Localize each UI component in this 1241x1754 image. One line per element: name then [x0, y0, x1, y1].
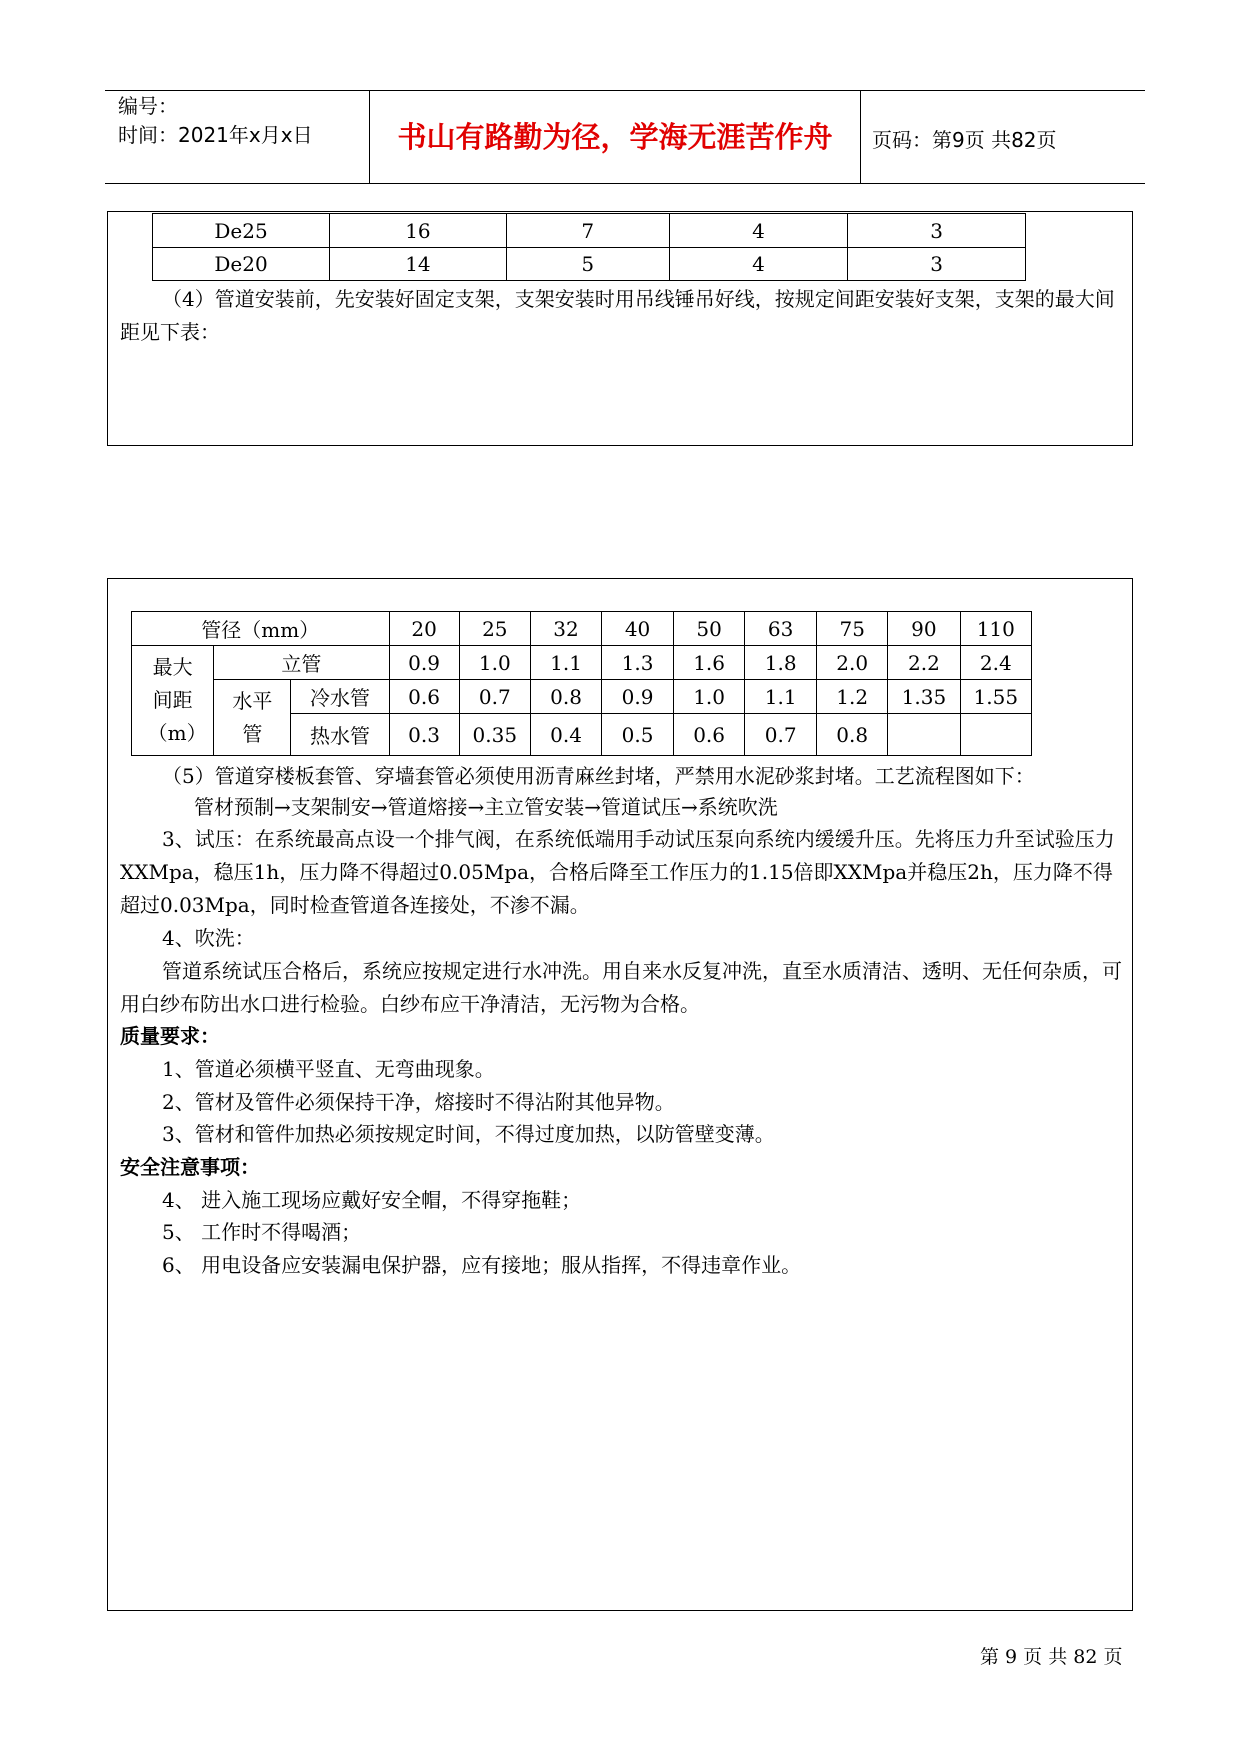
- table-cell: 3: [848, 214, 1026, 248]
- quality-item: 3、管材和管件加热必须按规定时间，不得过度加热，以防管壁变薄。: [162, 1122, 775, 1146]
- table-cell: De25: [153, 214, 330, 248]
- table-cell: 4: [669, 248, 848, 281]
- table-cell: 110: [960, 612, 1031, 646]
- table-cell: 4: [669, 214, 848, 248]
- header-left: [118, 92, 313, 150]
- table-cell: 1.1: [745, 680, 817, 714]
- table-cell: 1.6: [674, 646, 745, 680]
- vertical-pipe-label: 立管: [214, 646, 389, 680]
- table-row: [132, 612, 1032, 646]
- pipe-count-table: [152, 213, 1026, 281]
- number-label: 编号：: [118, 94, 178, 118]
- table-cell: [960, 714, 1031, 756]
- flush-paragraph: 管道系统试压合格后，系统应按规定进行水冲洗。用自来水反复冲洗，直至水质清洁、透明、无任何杂质，可用白纱布防出水口进行检验。白纱布应干净清洁，无污物为合格。: [120, 959, 1122, 1016]
- safety-item: 5、 工作时不得喝酒；: [162, 1220, 362, 1244]
- flush-title: 4、吹洗：: [162, 926, 255, 950]
- table-cell: 0.3: [389, 714, 459, 756]
- table-cell: 7: [506, 214, 669, 248]
- safety-item: 4、 进入施工现场应戴好安全帽，不得穿拖鞋；: [162, 1188, 582, 1212]
- header-bottom-rule: [105, 183, 1145, 184]
- process-flow: 管材预制→支架制安→管道熔接→主立管安装→管道试压→系统吹洗: [194, 795, 778, 819]
- table-cell: 0.5: [602, 714, 674, 756]
- table-cell: 0.8: [817, 714, 888, 756]
- header-motto: 书山有路勤为径，学海无涯苦作舟: [397, 120, 833, 154]
- table-cell: 0.9: [389, 646, 459, 680]
- max-spacing-label: [132, 646, 214, 756]
- paragraph-5: （5）管道穿楼板套管、穿墙套管必须使用沥青麻丝封堵，严禁用水泥砂浆封堵。工艺流程图如下：: [162, 764, 1035, 788]
- table-cell: 0.4: [530, 714, 601, 756]
- table-cell: 2.0: [817, 646, 888, 680]
- horizontal-pipe-label-text: 水平管: [232, 688, 273, 746]
- header-divider-right: [860, 90, 861, 184]
- header-top-rule: [105, 90, 1145, 91]
- table-cell: 50: [674, 612, 745, 646]
- table-cell: 0.7: [745, 714, 817, 756]
- table-cell: 1.0: [459, 646, 530, 680]
- table-row: [132, 680, 1032, 714]
- table-cell: 63: [745, 612, 817, 646]
- table-cell: [888, 714, 960, 756]
- table-cell: 14: [330, 248, 507, 281]
- table-cell: 5: [506, 248, 669, 281]
- table-cell: 0.6: [389, 680, 459, 714]
- pressure-test-paragraph: 3、试压：在系统最高点设一个排气阀，在系统低端用手动试压泵向系统内缓缓升压。先将压力升至试验压力XXMpa，稳压1h，压力降不得超过0.05Mpa，合格后降至工作压力的1.15倍即XXMpa并稳压2h，压力降不得超过0.03Mpa，同时检查管道各连接处，不渗不漏。: [120, 827, 1115, 917]
- safety-title: 安全注意事项：: [120, 1155, 260, 1179]
- horizontal-pipe-label: [214, 680, 291, 756]
- quality-item: 1、管道必须横平竖直、无弯曲现象。: [162, 1057, 495, 1081]
- table-cell: 1.55: [960, 680, 1031, 714]
- table-cell: 1.2: [817, 680, 888, 714]
- cold-water-label: 冷水管: [291, 680, 389, 714]
- table-cell: 0.8: [530, 680, 601, 714]
- table-cell: De20: [153, 248, 330, 281]
- table-cell: 40: [602, 612, 674, 646]
- table-cell: 1.3: [602, 646, 674, 680]
- page-footer: 第 9 页 共 82 页: [980, 1646, 1123, 1668]
- support-spacing-table: [131, 611, 1032, 756]
- table-cell: 1.8: [745, 646, 817, 680]
- quality-item: 2、管材及管件必须保持干净，熔接时不得沾附其他异物。: [162, 1090, 675, 1114]
- hot-water-label: 热水管: [291, 714, 389, 756]
- header-page-label: 页码：第9页 共82页: [872, 128, 1057, 152]
- table-cell: 1.0: [674, 680, 745, 714]
- table-cell: 2.2: [888, 646, 960, 680]
- table-cell: 0.7: [459, 680, 530, 714]
- table-cell: 0.9: [602, 680, 674, 714]
- diameter-header: 管径（mm）: [132, 612, 390, 646]
- table-row: [153, 214, 1026, 248]
- table-cell: 75: [817, 612, 888, 646]
- time-label: 时间：2021年x月x日: [118, 123, 313, 147]
- table-cell: 25: [459, 612, 530, 646]
- table-cell: 3: [848, 248, 1026, 281]
- max-spacing-label-text: 最大间距（m）: [147, 655, 207, 745]
- table-cell: 32: [530, 612, 601, 646]
- table-cell: 16: [330, 214, 507, 248]
- table-row: [153, 248, 1026, 281]
- table-cell: 20: [389, 612, 459, 646]
- quality-title: 质量要求：: [120, 1024, 220, 1048]
- table-cell: 1.35: [888, 680, 960, 714]
- table-cell: 2.4: [960, 646, 1031, 680]
- table-cell: 0.6: [674, 714, 745, 756]
- table-cell: 1.1: [530, 646, 601, 680]
- safety-item: 6、 用电设备应安装漏电保护器，应有接地；服从指挥，不得违章作业。: [162, 1253, 802, 1277]
- table-row: [132, 646, 1032, 680]
- table-cell: 90: [888, 612, 960, 646]
- table-cell: 0.35: [459, 714, 530, 756]
- paragraph-4: （4）管道安装前，先安装好固定支架，支架安装时用吊线锤吊好线，按规定间距安装好支架，支架的最大间距见下表：: [120, 287, 1115, 344]
